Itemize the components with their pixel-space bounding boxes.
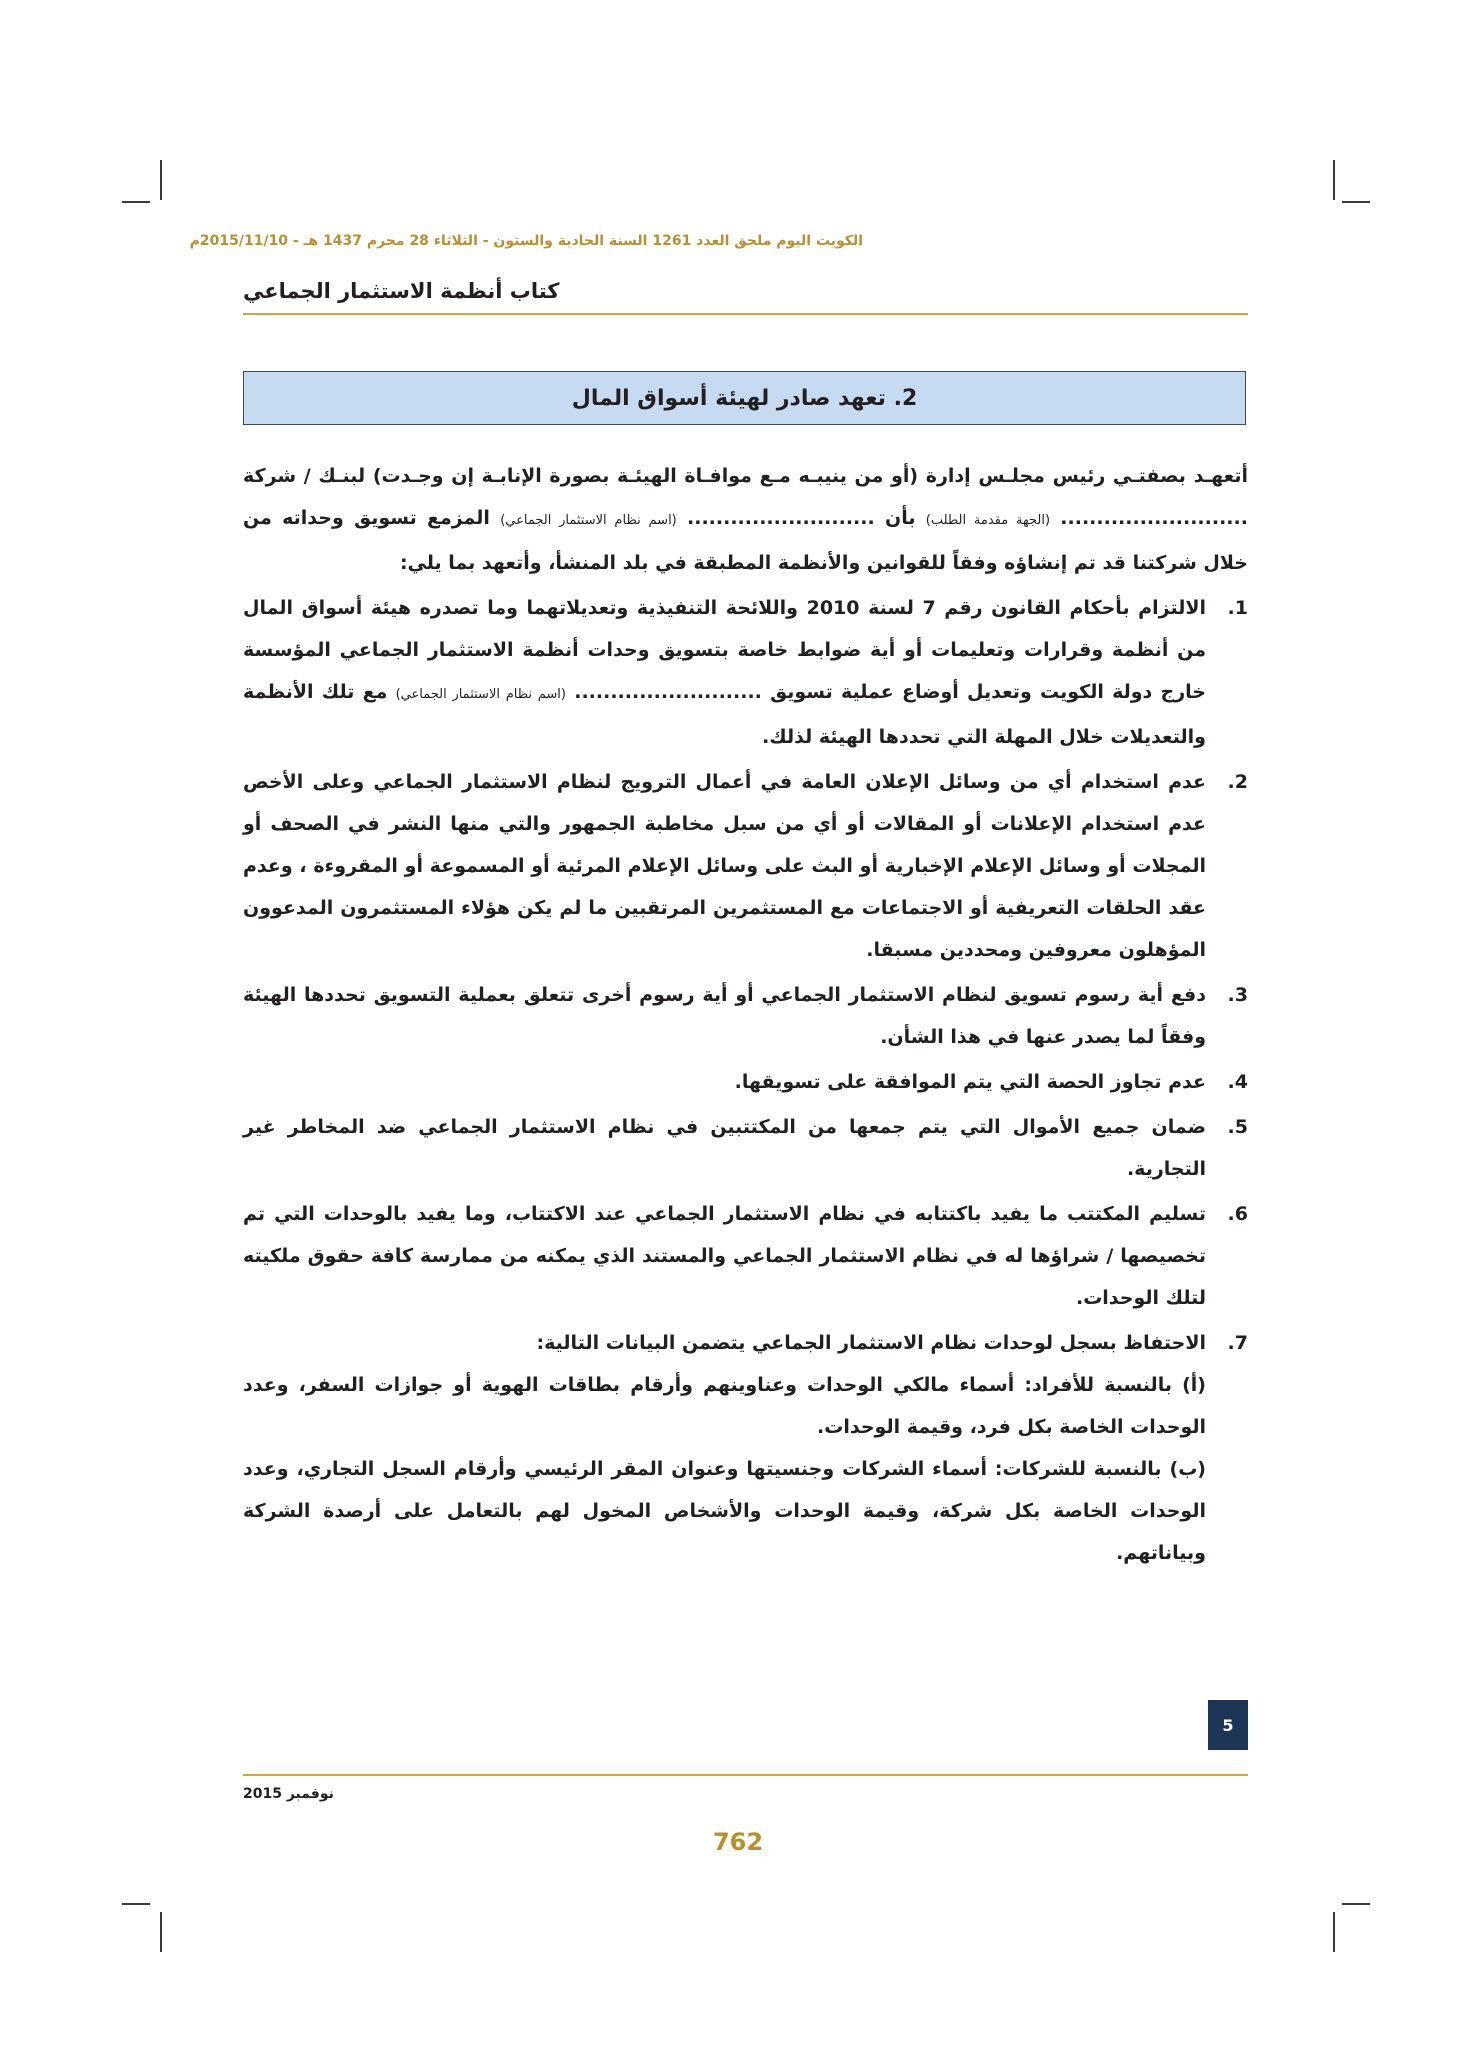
list-item <box>243 587 1248 758</box>
gazette-header: الكويت اليوم ملحق العدد 1261 السنة الحادية والستون - الثلاثاء 28 محرم 1437 هـ - 2015/11/10م <box>189 233 863 249</box>
register-subitems <box>243 1364 1248 1574</box>
list-item <box>243 761 1248 971</box>
item-number: .2 <box>1227 771 1248 793</box>
book-title: كتاب أنظمة الاستثمار الجماعي <box>243 279 560 303</box>
section-page-badge: 5 <box>1208 1700 1248 1750</box>
item-number: .4 <box>1227 1071 1248 1093</box>
item-text: الاحتفاظ بسجل لوحدات نظام الاستثمار الجماعي يتضمن البيانات التالية: <box>536 1332 1206 1354</box>
sub-item <box>243 1364 1248 1448</box>
sub-item-text: بالنسبة للشركات: أسماء الشركات وجنسيتها وعنوان المقر الرئيسي وأرقام السجل التجاري، وعدد الوحدات الخاصة بكل شركة، وقيمة الوحدات والأشخاص المخول لهم بالتعامل على أرصدة الشركة وبياناتهم. <box>243 1458 1206 1564</box>
crop-mark <box>122 201 150 203</box>
footer-date: نوفمبر 2015 <box>243 1786 334 1802</box>
intro-paragraph <box>243 455 1248 584</box>
item-number: .6 <box>1227 1203 1248 1225</box>
intro-note-applicant: (الجهة مقدمة الطلب) <box>925 513 1051 528</box>
crop-mark <box>1342 201 1370 203</box>
intro-note-fund-name: (اسم نظام الاستثمار الجماعي) <box>500 513 677 528</box>
list-item <box>243 974 1248 1058</box>
page-number: 762 <box>712 1828 764 1856</box>
footer-rule <box>243 1774 1248 1776</box>
crop-mark <box>1333 1912 1335 1952</box>
item-number: .3 <box>1227 984 1248 1006</box>
item-text: مع تلك الأنظمة والتعديلات خلال المهلة التي تحددها الهيئة لذلك. <box>243 681 1206 748</box>
document-body <box>243 455 1248 1574</box>
intro-line-1: أتعهـد بصفتـي رئيس مجلـس إدارة (أو من ينيبـه مـع موافـاة الهيئـة بصورة الإنابـة إن وجـدت) <box>372 465 1248 487</box>
section-title: 2. تعهد صادر لهيئة أسواق المال <box>571 385 918 411</box>
crop-mark <box>1333 160 1335 200</box>
item-number: .7 <box>1227 1332 1248 1354</box>
crop-mark <box>1342 1903 1370 1905</box>
sub-item <box>243 1448 1248 1574</box>
crop-mark <box>160 1912 162 1952</box>
list-item <box>243 1061 1248 1103</box>
sub-item-label: (أ) <box>1182 1374 1206 1396</box>
crop-mark <box>160 160 162 200</box>
sub-item-text: بالنسبة للأفراد: أسماء مالكي الوحدات وعناوينهم وأرقام بطاقات الهوية أو جوازات السفر، وعدد الوحدات الخاصة بكل فرد، وقيمة الوحدات. <box>243 1374 1206 1438</box>
intro-line-3: المزمع تسويق وحداته من خلال شركتنا قد تم إنشاؤه وفقاً للقوانين والأنظمة المطبقة في بلد المنشأ، وأتعهد بما يلي: <box>243 507 1248 574</box>
crop-mark <box>122 1903 150 1905</box>
item-text: تسليم المكتتب ما يفيد باكتتابه في نظام الاستثمار الجماعي عند الاكتتاب، وما يفيد بالوحدات التي تم تخصيصها / شراؤها له في نظام الاستثمار الجماعي والمستند الذي يمكنه من ممارسة كافة حقوق ملكيته لتلك الوحدات. <box>243 1203 1206 1309</box>
list-item <box>243 1106 1248 1190</box>
header-rule <box>243 313 1248 315</box>
intro-line-2-prefix: لبنـك / شركة .......................... <box>243 465 1248 529</box>
item-text: ضمان جميع الأموال التي يتم جمعها من المكتتبين في نظام الاستثمار الجماعي ضد المخاطر غير التجارية. <box>243 1116 1206 1180</box>
list-item <box>243 1193 1248 1319</box>
sub-item-label: (ب) <box>1169 1458 1206 1480</box>
list-item <box>243 1322 1248 1364</box>
item-text: عدم استخدام أي من وسائل الإعلان العامة في أعمال الترويج لنظام الاستثمار الجماعي وعلى الأخص عدم استخدام الإعلانات أو المقالات أو أي من سبل مخاطبة الجمهور والتي منها النشر في الصحف أو المجلات أو وسائل الإعلام الإخبارية أو البث على وسائل الإعلام المرئية أو المسموعة أو المقروءة ، وعدم عقد الحلقات التعريفية أو الاجتماعات مع المستثمرين المرتقبين ما لم يكن هؤلاء المستثمرون المدعوون المؤهلون معروفين ومحددين مسبقا. <box>243 771 1206 961</box>
item-text: دفع أية رسوم تسويق لنظام الاستثمار الجماعي أو أية رسوم أخرى تتعلق بعملية التسويق تحددها الهيئة وفقاً لما يصدر عنها في هذا الشأن. <box>243 984 1206 1048</box>
undertakings-list <box>243 587 1248 1364</box>
section-title-box <box>243 371 1246 425</box>
intro-line-2-mid: بأن .......................... <box>687 507 916 529</box>
item-note: (اسم نظام الاستثمار الجماعي) <box>395 687 566 702</box>
item-number: .1 <box>1227 597 1248 619</box>
item-number: .5 <box>1227 1116 1248 1138</box>
item-text: الالتزام بأحكام القانون رقم 7 لسنة 2010 واللائحة التنفيذية وتعديلاتهما وما تصدره هيئة أسواق المال من أنظمة وقرارات وتعليمات أو أية ضوابط خاصة بتسويق وحدات أنظمة الاستثمار الجماعي المؤسسة خارج دولة الكويت وتعديل أوضاع عملية تسويق .......................... <box>243 597 1206 703</box>
item-text: عدم تجاوز الحصة التي يتم الموافقة على تسويقها. <box>734 1071 1206 1093</box>
